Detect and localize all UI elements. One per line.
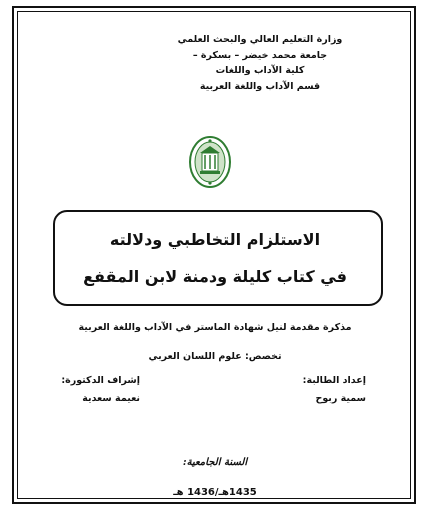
- student-label: إعداد الطالبة:: [302, 375, 366, 386]
- university-seal-icon: [188, 135, 232, 189]
- memo-description: مذكرة مقدمة لنيل شهادة الماستر في الآداب واللغة العربية: [78, 322, 352, 333]
- faculty-name: كلية الآداب واللغات: [215, 65, 305, 76]
- institution-header: [130, 32, 390, 94]
- university-name: جامعة محمد خيضر – بسكرة –: [192, 49, 328, 61]
- thesis-title-line2: في كتاب كليلة ودمنة لابن المقفع: [83, 267, 347, 286]
- student-block: [303, 372, 366, 408]
- student-name: سمية ربوح: [315, 393, 366, 404]
- academic-year-value: 1435هـ/1436 هـ: [173, 487, 257, 498]
- specialty-line: تخصص: علوم اللسان العربي: [148, 351, 282, 362]
- supervisor-label: إشراف الدكتورة:: [61, 375, 140, 386]
- title-frame: [53, 210, 383, 306]
- department-name: قسم الآداب واللغة العربية: [199, 80, 321, 92]
- ministry-name: وزارة التعليم العالي والبحث العلمي: [177, 34, 343, 45]
- academic-year-label: السنة الجامعية:: [182, 457, 248, 468]
- thesis-title-line1: الاستلزام التخاطبي ودلالته: [109, 230, 321, 249]
- supervisor-block: [61, 372, 140, 408]
- supervisor-name: نعيمة سعدية: [82, 393, 140, 404]
